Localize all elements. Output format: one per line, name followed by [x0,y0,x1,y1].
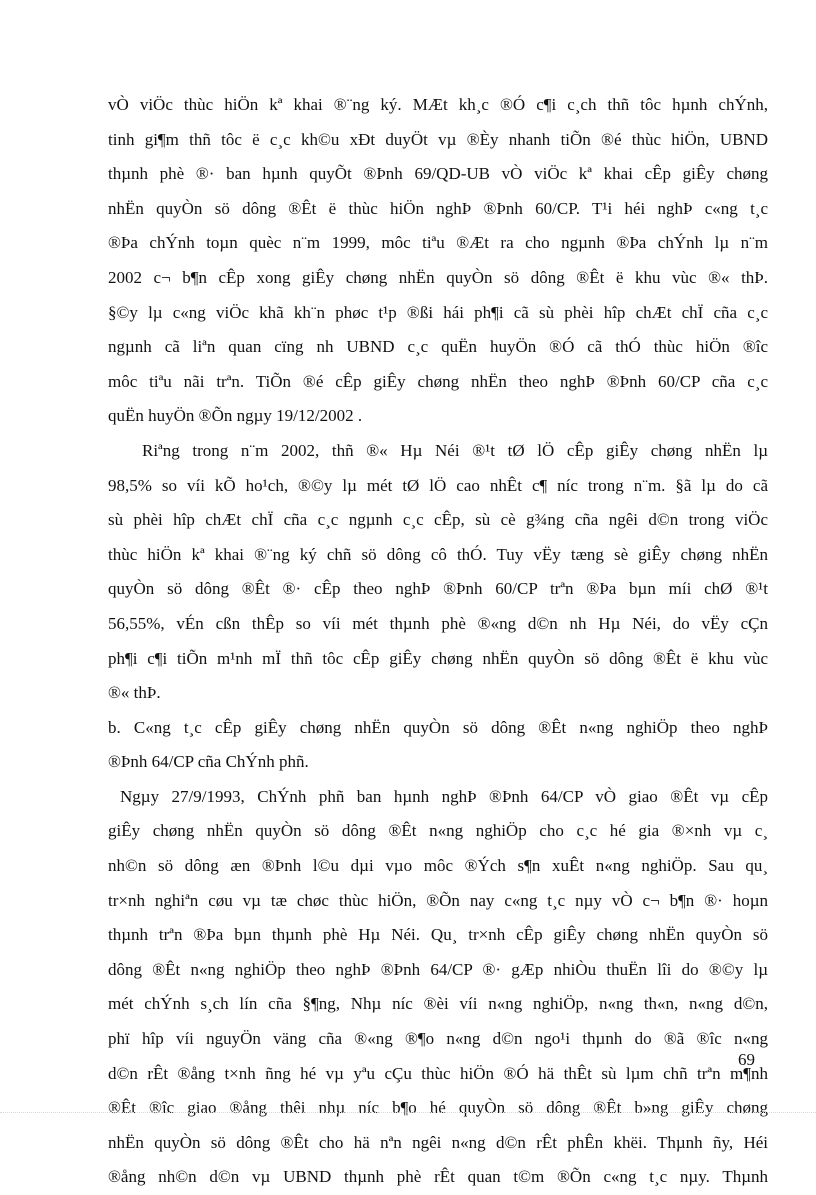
text-line: ph¶i c¶i tiÕn m¹nh mÏ thñ tôc cÊp giÊy chøng nhËn quyÒn sö dông ®Êt ë khu vùc [108,648,768,668]
text-line: môc tiªu nãi trªn. TiÕn ®é cÊp giÊy chøng nhËn theo nghÞ ®Þnh 60/CP cña c¸c [108,371,768,391]
text-line: Riªng trong n¨m 2002, thñ ®« Hµ Néi ®¹t tØ lÖ cÊp giÊy chøng nhËn lµ [142,440,768,460]
text-line: thùc hiÖn kª khai ®¨ng ký chñ sö dông cô thÓ. Tuy vËy tæng sè giÊy chøng nhËn [108,544,768,564]
text-line: ®« thÞ. [108,683,161,703]
text-line: 98,5% so víi kÕ ho¹ch, ®©y lµ mét tØ lÖ cao nhÊt c¶ níc trong n¨m. §ã lµ do cã [108,475,768,495]
text-line: dông ®Êt n«ng nghiÖp theo nghÞ ®Þnh 64/CP ®· gÆp nhiÒu thuËn lîi do ®©y lµ [108,959,768,979]
text-line: §©y lµ c«ng viÖc khã kh¨n phøc t¹p ®ßi hái ph¶i cã sù phèi hîp chÆt chÏ cña c¸c [108,302,768,322]
text-line: tr×nh nghiªn cøu vµ tæ chøc thùc hiÖn, ®Õn nay c«ng t¸c nµy vÒ c¬ b¶n ®· hoµn [108,890,768,910]
text-line: quyÒn sö dông ®Êt ®· cÊp theo nghÞ ®Þnh 60/CP trªn ®Þa bµn míi chØ ®¹t [108,579,768,599]
text-line: thµnh phè ®· ban hµnh quyÕt ®Þnh 69/QD-UB vÒ viÖc kª khai cÊp giÊy chøng [108,164,768,184]
text-line: tinh gi¶m thñ tôc ë c¸c kh©u xÐt duyÖt vµ ®Èy nhanh tiÕn ®é thùc hiÖn, UBND [108,129,768,149]
text-line: ®Þa chÝnh toµn quèc n¨m 1999, môc tiªu ®Æt ra cho ngµnh ®Þa chÝnh lµ n¨m [108,233,768,253]
text-line: sù phèi hîp chÆt chÏ cña c¸c ngµnh c¸c cÊp, sù cè g¾ng cña ngêi d©n trong viÖc [108,510,768,530]
footer-rule [0,1112,816,1113]
text-line: 2002 c¬ b¶n cÊp xong giÊy chøng nhËn quyÒn sö dông ®Êt ë khu vùc ®« thÞ. [108,267,768,287]
text-line: giÊy chøng nhËn quyÒn sö dông ®Êt n«ng nghiÖp cho c¸c hé gia ®×nh vµ c¸ [108,821,768,841]
text-line: ngµnh cã liªn quan cïng nh UBND c¸c quËn huyÖn ®Ó cã thÓ thùc hiÖn ®îc [108,337,768,357]
text-line: mét chÝnh s¸ch lín cña §¶ng, Nhµ níc ®èi víi n«ng nghiÖp, n«ng th«n, n«ng d©n, [108,994,768,1014]
text-line: vÒ viÖc thùc hiÖn kª khai ®¨ng ký. MÆt kh¸c ®Ó c¶i c¸ch thñ tôc hµnh chÝnh, [108,95,768,114]
section-heading: b. C«ng t¸c cÊp giÊy chøng nhËn quyÒn sö dông ®Êt n«ng nghiÖp theo nghÞ [108,717,768,737]
text-line: ®ång nh©n d©n vµ UBND thµnh phè rÊt quan t©m ®Õn c«ng t¸c nµy. Thµnh [108,1167,768,1187]
text-line: quËn huyÖn ®Õn ngµy 19/12/2002 . [108,406,363,426]
text-line: 56,55%, vÉn cßn thÊp so víi mét thµnh phè ®«ng d©n nh Hµ Néi, do vËy cÇn [108,613,768,633]
text-line: phï hîp víi nguyÖn väng cña ®«ng ®¶o n«ng d©n ngo¹i thµnh do ®ã ®îc n«ng [108,1029,768,1049]
text-line: nhËn quyÒn sö dông ®Êt cho hä nªn ngêi n«ng d©n rÊt phÊn khëi. Thµnh ñy, Héi [108,1132,768,1152]
section-heading: ®Þnh 64/CP cña ChÝnh phñ. [108,752,309,772]
body-text [108,88,768,1195]
text-line: nh©n sö dông æn ®Þnh l©u dµi vµo môc ®Ých s¶n xuÊt n«ng nghiÖp. Sau qu¸ [108,856,768,876]
text-line: ®Êt ®îc giao ®ång thêi nhµ níc b¶o hé quyÒn sö dông ®Êt b»ng giÊy chøng [108,1098,768,1118]
text-line: nhËn quyÒn sö dông ®Êt ë thùc hiÖn nghÞ ®Þnh 60/CP. T¹i héi nghÞ c«ng t¸c [108,198,768,218]
text-line: thµnh trªn ®Þa bµn thµnh phè Hµ Néi. Qu¸ tr×nh cÊp giÊy chøng nhËn quyÒn sö [108,925,768,945]
page-number: 69 [738,1050,755,1069]
text-line: Ngµy 27/9/1993, ChÝnh phñ ban hµnh nghÞ ®Þnh 64/CP vÒ giao ®Êt vµ cÊp [120,786,768,806]
text-line: d©n rÊt ®ång t×nh ñng hé vµ yªu cÇu thùc hiÖn ®Ó hä thÊt sù lµm chñ trªn m¶nh [108,1063,768,1083]
